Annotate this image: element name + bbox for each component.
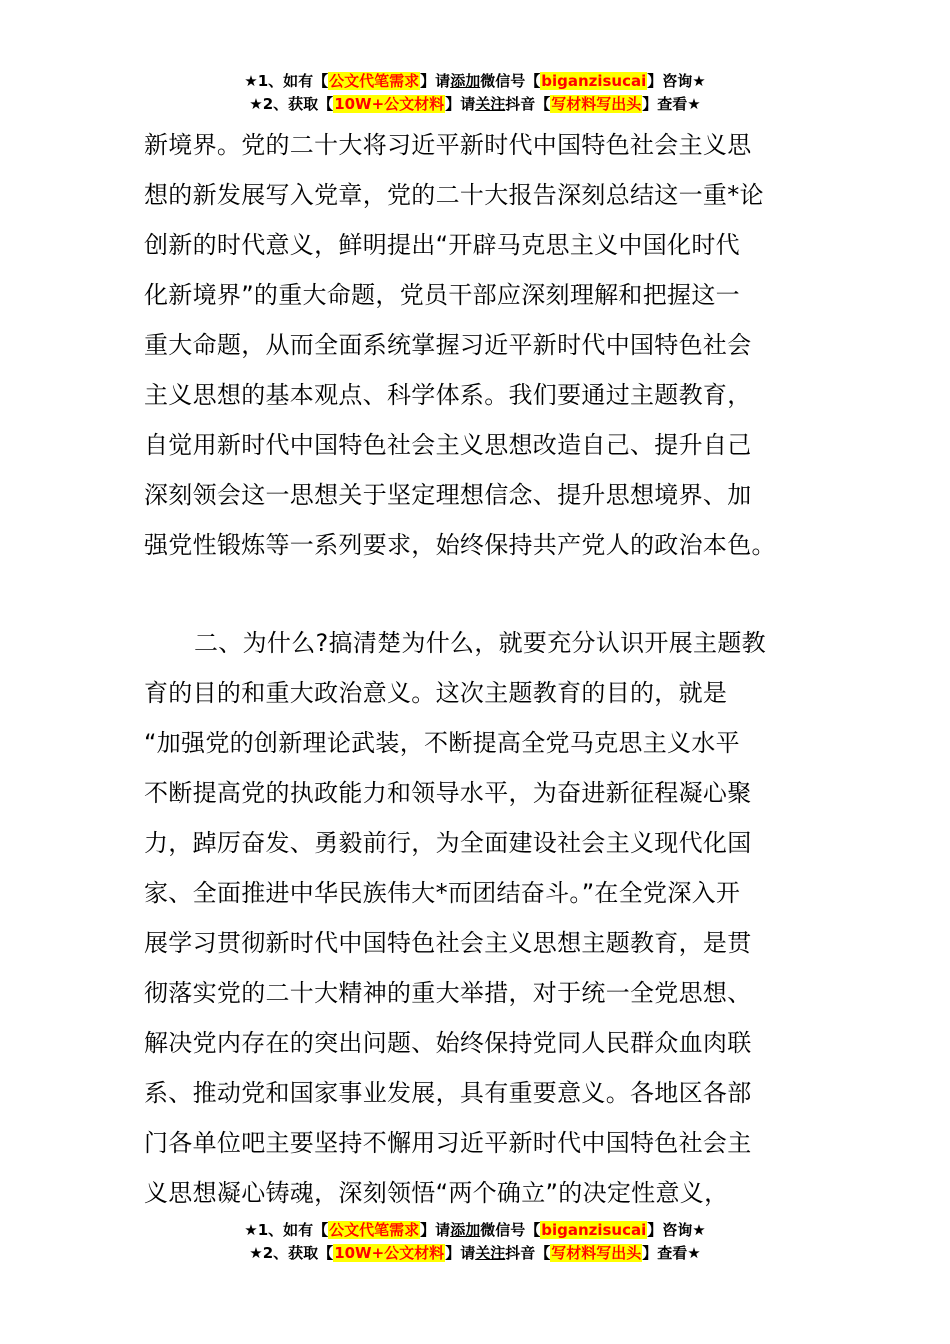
banner-text: 】请 [420, 72, 451, 90]
text-line: 重大命题，从而全面系统掌握习近平新时代中国特色社会 [144, 331, 752, 359]
text-line: 自觉用新时代中国特色社会主义思想改造自己、提升自己 [144, 431, 752, 459]
banner-text: 】请 [445, 1244, 476, 1262]
paragraph-2 [144, 618, 806, 1218]
underlined-word: 关注 [475, 95, 506, 113]
text-line: 系、推动党和国家事业发展，具有重要意义。各地区各部 [144, 1079, 752, 1107]
underlined-word: 添加 [450, 72, 481, 90]
banner-text: 微信号【 [480, 72, 541, 90]
text-line: 展学习贯彻新时代中国特色社会主义思想主题教育，是贯 [144, 929, 752, 957]
underlined-word: 关注 [475, 1244, 506, 1262]
highlight-wechat-id: biganzisucai [541, 72, 647, 90]
banner-line-2 [0, 1242, 950, 1265]
highlight-service: 公文代笔需求 [329, 1221, 420, 1239]
text-line: 彻落实党的二十大精神的重大举措，对于统一全党思想、 [144, 979, 752, 1007]
text-line: 强党性锻炼等一系列要求，始终保持共产党人的政治本色。 [144, 531, 776, 559]
text-line: 育的目的和重大政治意义。这次主题教育的目的，就是 [144, 679, 728, 707]
banner-text: 】查看★ [642, 95, 701, 113]
text-line: 家、全面推进中华民族伟大*而团结奋斗。”在全党深入开 [144, 879, 741, 907]
banner-text: 】咨询★ [647, 72, 706, 90]
banner-text: 】请 [420, 1221, 451, 1239]
banner-line-1 [0, 70, 950, 93]
highlight-wechat-id: biganzisucai [541, 1221, 647, 1239]
underlined-word: 添加 [450, 1221, 481, 1239]
banner-text: 微信号【 [480, 1221, 541, 1239]
banner-text: 抖音【 [505, 95, 551, 113]
header-banner [0, 70, 950, 116]
text-line: 力，踔厉奋发、勇毅前行，为全面建设社会主义现代化国 [144, 829, 752, 857]
text-line: 门各单位吧主要坚持不懈用习近平新时代中国特色社会主 [144, 1129, 752, 1157]
text-line: “加强党的创新理论武装，不断提高全党马克思主义水平 [144, 729, 740, 757]
banner-text: 】查看★ [642, 1244, 701, 1262]
banner-text: 抖音【 [505, 1244, 551, 1262]
highlight-materials: 10W+公文材料 [334, 95, 445, 113]
text-line: 解决党内存在的突出问题、始终保持党同人民群众血肉联 [144, 1029, 752, 1057]
highlight-service: 公文代笔需求 [329, 72, 420, 90]
banner-text: 】咨询★ [647, 1221, 706, 1239]
banner-line-2 [0, 93, 950, 116]
banner-text: 】请 [445, 95, 476, 113]
text-line: 化新境界”的重大命题，党员干部应深刻理解和把握这一 [144, 281, 740, 309]
banner-text: ★2、获取【 [249, 95, 334, 113]
highlight-materials: 10W+公文材料 [334, 1244, 445, 1262]
text-line: 新境界。党的二十大将习近平新时代中国特色社会主义思 [144, 131, 752, 159]
highlight-douyin-account: 写材料写出头 [551, 95, 642, 113]
banner-line-1 [0, 1219, 950, 1242]
text-line: 深刻领会这一思想关于坚定理想信念、提升思想境界、加 [144, 481, 752, 509]
text-line-first: 二、为什么?搞清楚为什么，就要充分认识开展主题教 [194, 629, 766, 657]
text-line: 义思想凝心铸魂，深刻领悟“两个确立”的决定性意义， [144, 1179, 729, 1207]
text-line: 不断提高党的执政能力和领导水平，为奋进新征程凝心聚 [144, 779, 752, 807]
banner-text: ★2、获取【 [249, 1244, 334, 1262]
text-line: 想的新发展写入党章，党的二十大报告深刻总结这一重*论 [144, 181, 764, 209]
footer-banner [0, 1219, 950, 1265]
text-line: 主义思想的基本观点、科学体系。我们要通过主题教育， [144, 381, 752, 409]
text-line: 创新的时代意义，鲜明提出“开辟马克思主义中国化时代 [144, 231, 740, 259]
highlight-douyin-account: 写材料写出头 [551, 1244, 642, 1262]
banner-text: ★1、如有【 [244, 1221, 329, 1239]
banner-text: ★1、如有【 [244, 72, 329, 90]
paragraph-1 [144, 120, 806, 570]
